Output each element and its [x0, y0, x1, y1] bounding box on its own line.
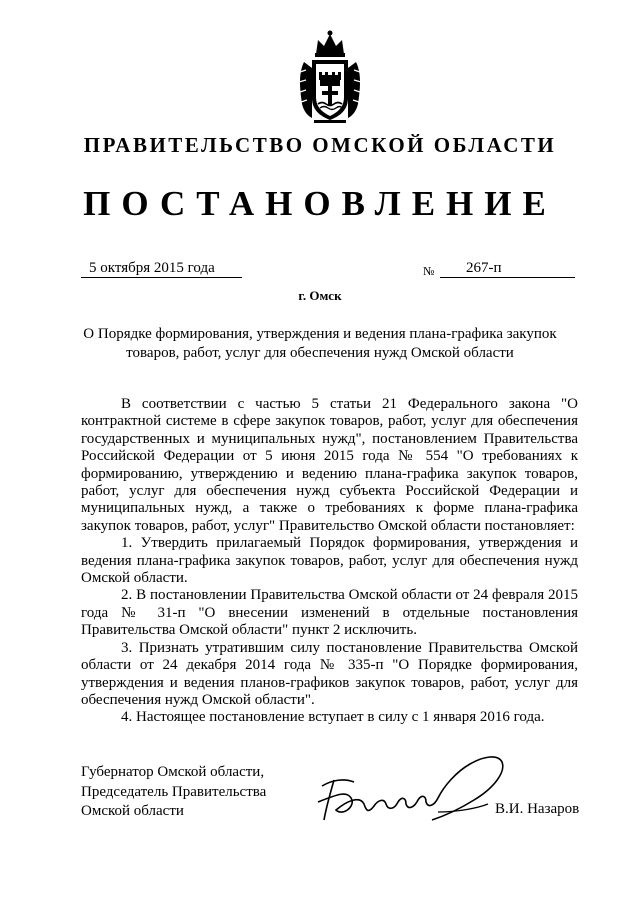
document-body	[81, 396, 578, 727]
signatory-title	[81, 763, 266, 822]
signatory-title-line: Председатель Правительства	[81, 783, 267, 800]
body-paragraph: 2. В постановлении Правительства Омской области от 24 февраля 2015 года № 31-п "О внесении изменений в отдельные постановления Правительства Омской области" пункт 2 исключить.	[81, 587, 578, 639]
document-number: 267-п	[440, 260, 575, 278]
number-sign: №	[423, 264, 435, 278]
city-label: г. Омск	[298, 288, 342, 303]
body-paragraph: 3. Признать утратившим силу постановление Правительства Омской области от 24 декабря 2014 года № 335-п "О Порядке формирования, утверждения и ведения планов-графиков закупок товаров, работ, услуг для обеспечения нужд Омской области".	[81, 639, 578, 708]
document-type-title: ПОСТАНОВЛЕНИЕ	[83, 184, 557, 223]
document-subject	[60, 325, 580, 363]
body-paragraph: В соответствии с частью 5 статьи 21 Федерального закона "О контрактной системе в сфере закупок товаров, работ, услуг для обеспечения государственных и муниципальных нужд", постановлением Правительства Российской Федерации от 5 июня 2015 года № 554 "О требованиях к формированию, утверждению и ведению плана-графика закупок товаров, работ, услуг для обеспечения нужд субъекта Российской Федерации и муниципальных нужд, а также о требованиях к форме плана-графика закупок товаров, работ, услуг" Правительство Омской области постановляет:	[81, 396, 578, 534]
subject-line: О Порядке формирования, утверждения и ведения плана-графика закупок	[83, 326, 557, 342]
signatory-title-line: Губернатор Омской области,	[81, 764, 265, 780]
coat-of-arms-emblem	[296, 28, 364, 126]
government-title: ПРАВИТЕЛЬСТВО ОМСКОЙ ОБЛАСТИ	[83, 133, 557, 157]
body-paragraph: 1. Утвердить прилагаемый Порядок формирования, утверждения и ведения плана-графика закупок товаров, работ, услуг для обеспечения нужд Омской области.	[81, 535, 578, 587]
subject-line: товаров, работ, услуг для обеспечения нужд Омской области	[126, 345, 514, 361]
body-paragraph: 4. Настоящее постановление вступает в силу с 1 января 2016 года.	[121, 709, 545, 726]
signatory-name: В.И. Назаров	[495, 801, 580, 817]
document-date: 5 октября 2015 года	[81, 260, 242, 278]
handwritten-signature	[308, 750, 518, 828]
signatory-title-line: Омской области	[81, 803, 184, 819]
